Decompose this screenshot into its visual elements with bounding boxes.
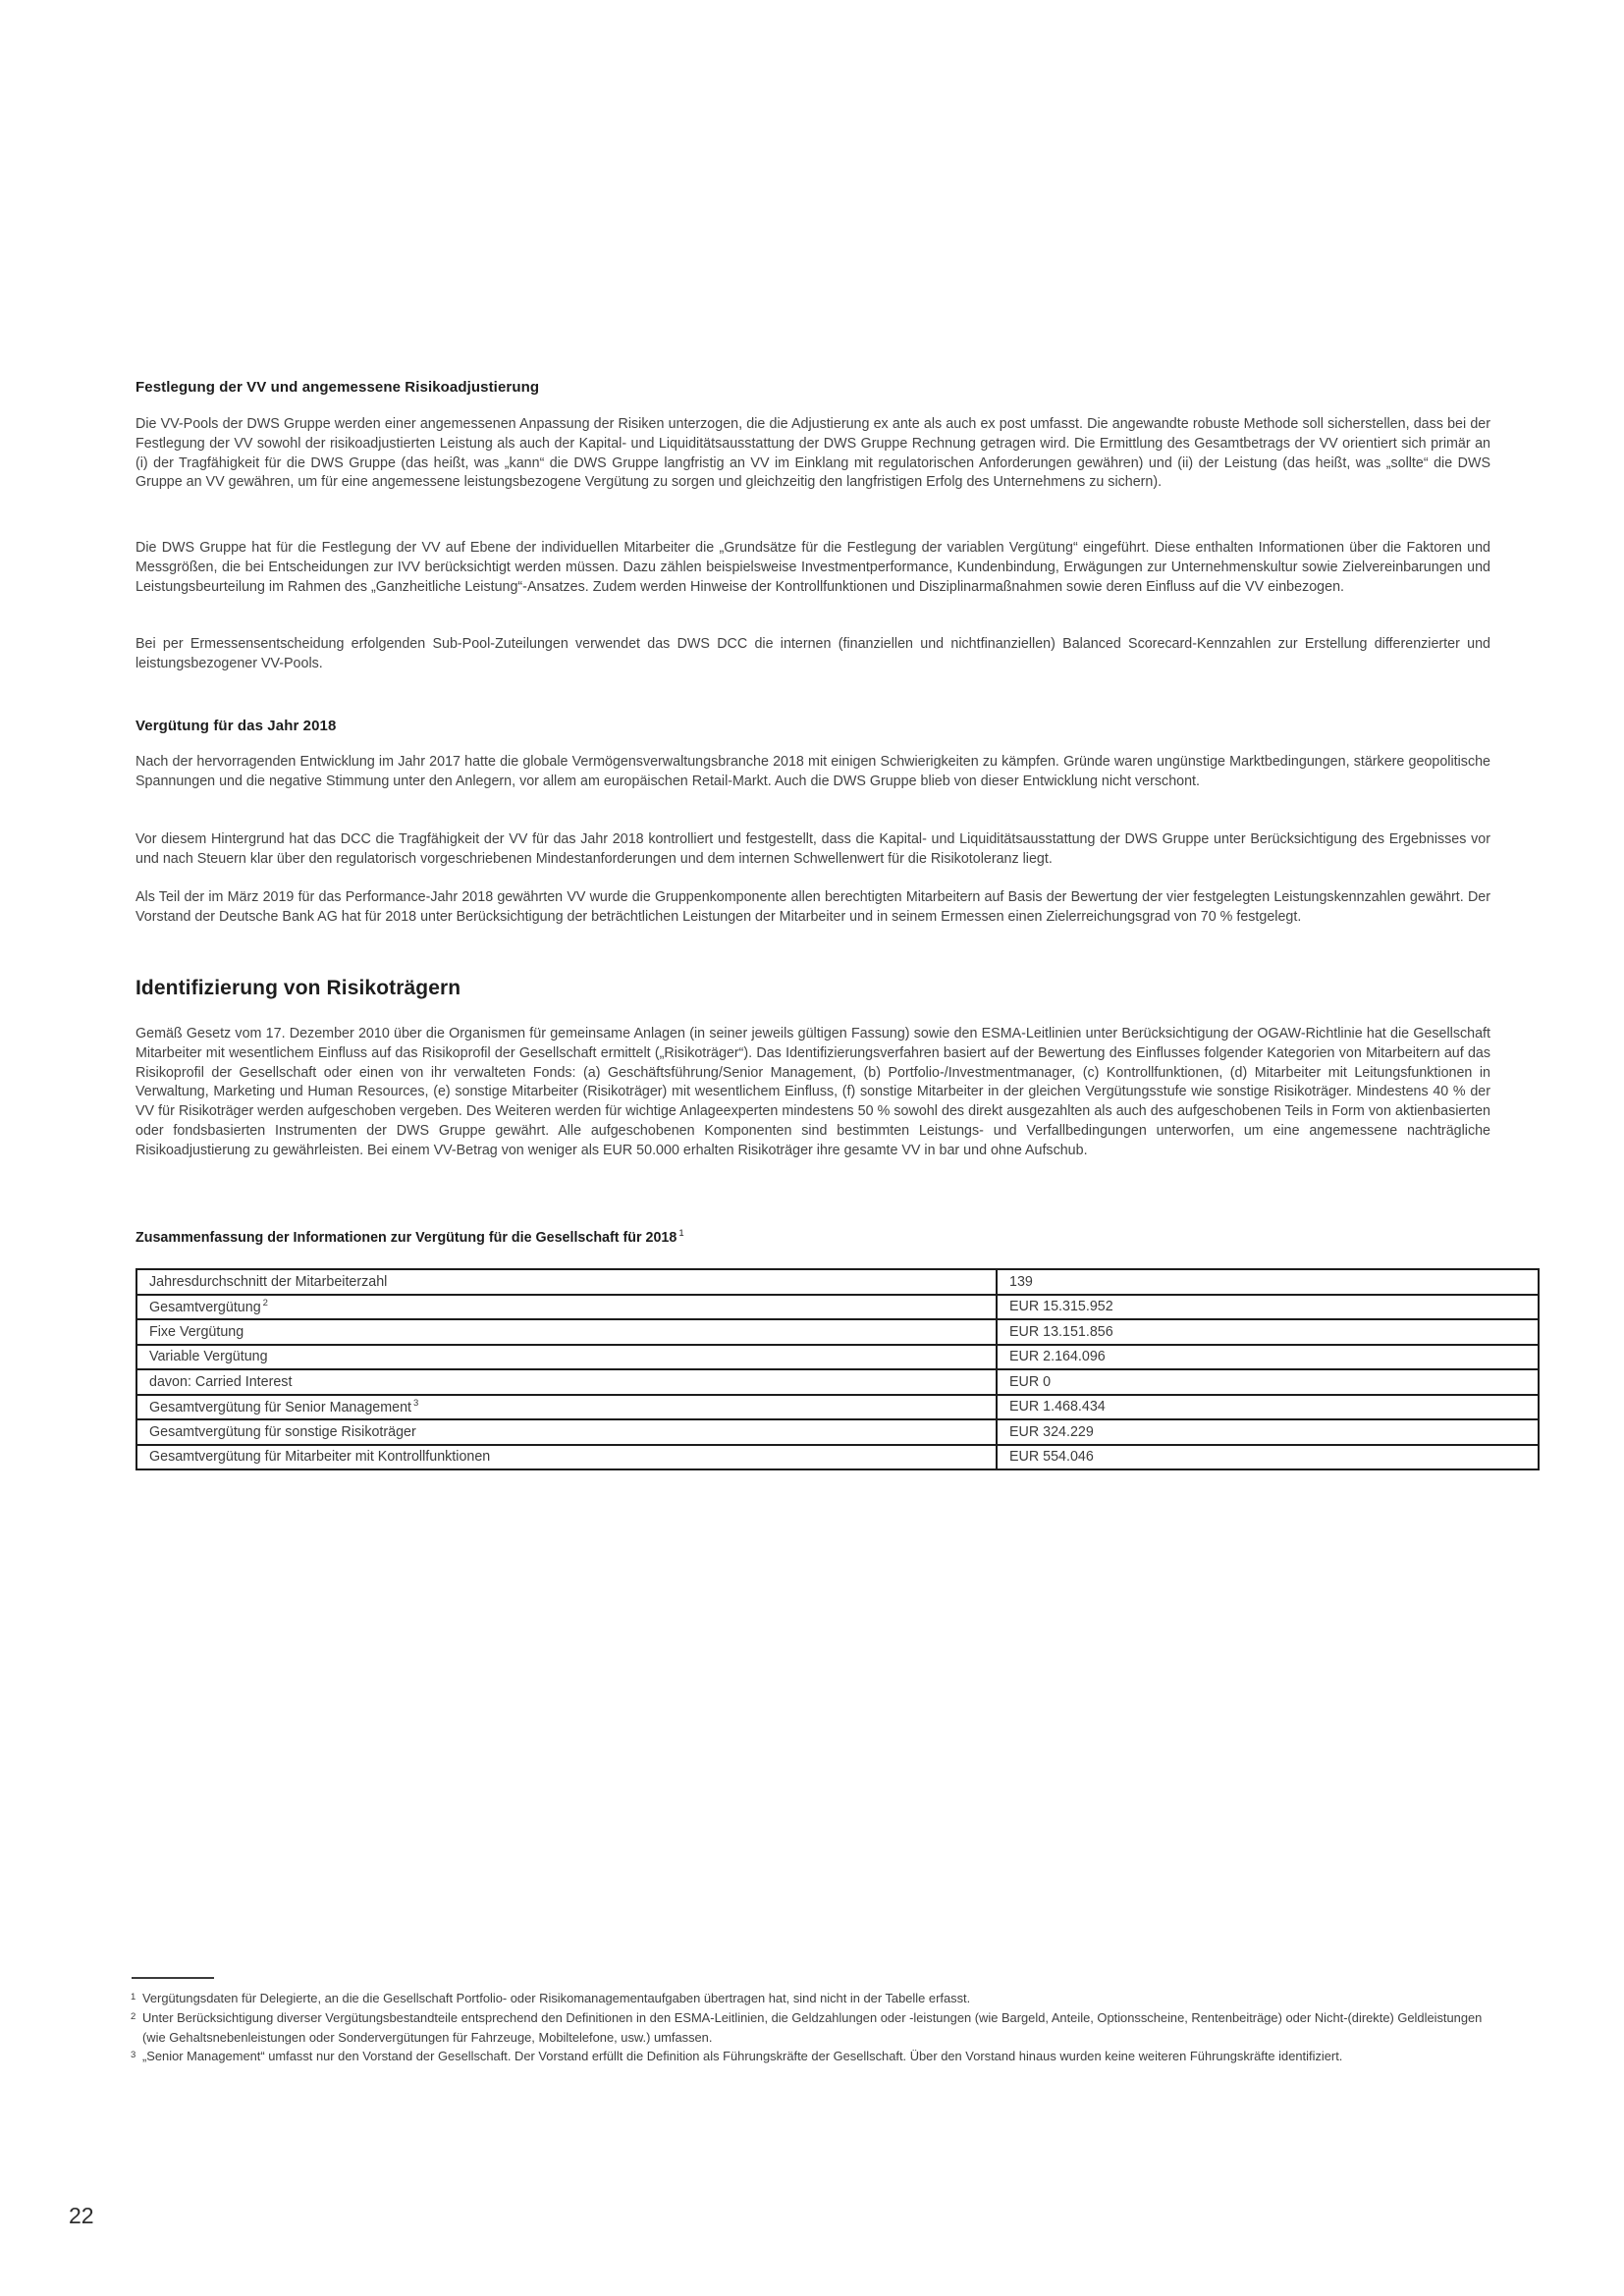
heading-risk-taker-identification: Identifizierung von Risikoträgern xyxy=(135,977,461,999)
paragraph-compensation-1: Nach der hervorragenden Entwicklung im Jahr 2017 hatte die globale Vermögensverwaltungsbranche 2018 mit einigen Schwierigkeiten zu kämpfen. Gründe waren ungünstige Marktbedingungen, stärkere geopolitische Spannungen und die negative Stimmung unter den Anlegern, vor allem am europäischen Retail-Markt. Auch die DWS Gruppe blieb von dieser Entwicklung nicht verschont. xyxy=(135,754,1490,789)
paragraph-risk-adjustment-2: Die DWS Gruppe hat für die Festlegung der VV auf Ebene der individuellen Mitarbeiter die „Grundsätze für die Festlegung der variablen Vergütung“ eingeführt. Diese enthalten Informationen über die Faktoren und Messgrößen, die bei Entscheidungen zur IVV berücksichtigt werden müssen. Dazu zählen beispielsweise Investmentperformance, Kundenbindung, Erwägungen zur Unternehmenskultur sowie Zielvereinbarungen und Leistungsbeurteilung im Rahmen des „Ganzheitliche Leistung“-Ansatzes. Zudem werden Hinweise der Kontrollfunktionen und Disziplinarmaßnahmen sowie deren Einfluss auf die VV einbezogen. xyxy=(135,540,1490,595)
footnote-text: Unter Berücksichtigung diverser Vergütungsbestandteile entsprechend den Definitionen in den ESMA-Leitlinien, die Geldzahlungen oder -leistungen (wie Bargeld, Anteile, Optionsscheine, Rentenbeiträge) oder Nicht-(direkte) Geldleistungen (wie Gehaltsnebenleistungen oder Sondervergütungen für Fahrzeuge, Mobiltelefone, usw.) umfassen. xyxy=(142,2009,1483,2045)
paragraph-compensation-2: Vor diesem Hintergrund hat das DCC die Tragfähigkeit der VV für das Jahr 2018 kontrolliert und festgestellt, dass die Kapital- und Liquiditätsausstattung der DWS Gruppe unter Berücksichtigung des Ergebnisses vor und nach Steuern klar über den regulatorisch vorgeschriebenen Mindestanforderungen und dem internen Schwellenwert für die Risikotoleranz liegt. xyxy=(135,831,1490,867)
table-cell-label xyxy=(136,1319,997,1345)
footnote-text: Vergütungsdaten für Delegierte, an die die Gesellschaft Portfolio- oder Risikomanagementaufgaben übertragen hat, sind nicht in der Tabelle erfasst. xyxy=(142,1991,971,2005)
table-row xyxy=(136,1395,1539,1420)
table-cell-value: EUR 1.468.434 xyxy=(997,1395,1539,1420)
table-cell-label xyxy=(136,1369,997,1395)
row-label-text: Variable Vergütung xyxy=(149,1349,268,1365)
table-cell-label xyxy=(136,1445,997,1470)
table-row xyxy=(136,1345,1539,1370)
table-row xyxy=(136,1295,1539,1320)
footnote-ref: 2 xyxy=(262,1298,268,1309)
row-label-text: Gesamtvergütung xyxy=(149,1300,261,1316)
row-label-text: Gesamtvergütung für Senior Management xyxy=(149,1400,412,1416)
footnote-divider xyxy=(132,1977,214,1979)
footnotes-section xyxy=(131,1977,1490,2066)
heading-risk-adjustment: Festlegung der VV und angemessene Risikoadjustierung xyxy=(135,379,540,396)
table-cell-label xyxy=(136,1419,997,1445)
table-cell-label xyxy=(136,1295,997,1320)
footnote-text: „Senior Management“ umfasst nur den Vorstand der Gesellschaft. Der Vorstand erfüllt die Definition als Führungskräfte der Gesellschaft. Über den Vorstand hinaus wurden keine weiteren Führungskräfte identifiziert. xyxy=(142,2049,1343,2064)
row-label-text: Jahresdurchschnitt der Mitarbeiterzahl xyxy=(149,1273,388,1290)
footnote-marker: 3 xyxy=(131,2050,136,2061)
footnote-2 xyxy=(131,2008,1490,2048)
heading-compensation-2018: Vergütung für das Jahr 2018 xyxy=(135,718,337,734)
table-cell-value: EUR 2.164.096 xyxy=(997,1345,1539,1370)
paragraph-risk-taker-identification: Gemäß Gesetz vom 17. Dezember 2010 über die Organismen für gemeinsame Anlagen (in seiner jeweils gültigen Fassung) sowie den ESMA-Leitlinien unter Berücksichtigung der OGAW-Richtlinie hat die Gesellschaft Mitarbeiter mit wesentlichem Einfluss auf das Risikoprofil der Gesellschaft ermittelt („Risikoträger“). Das Identifizierungsverfahren basiert auf der Bewertung des Einflusses folgender Kategorien von Mitarbeitern auf das Risikoprofil der Gesellschaft oder einen von ihr verwalteten Fonds: (a) Geschäftsführung/Senior Management, (b) Portfolio-/Investmentmanager, (c) Kontrollfunktionen, (d) Mitarbeiter mit Leitungsfunktionen in Verwaltung, Marketing und Human Resources, (e) sonstige Mitarbeiter (Risikoträger) mit wesentlichem Einfluss, (f) sonstige Mitarbeiter in der gleichen Vergütungsstufe wie sonstige Risikoträger. Mindestens 40 % der VV für Risikoträger werden aufgeschoben vergeben. Des Weiteren werden für wichtige Anlageexperten mindestens 50 % sowohl des direkt ausgezahlten als auch des aufgeschobenen Teils in Form von aktienbasierten oder fondsbasierten Instrumenten der DWS Gruppe gewährt. Alle aufgeschobenen Komponenten sind bestimmten Leistungs- und Verfallbedingungen unterworfen, um eine angemessene nachträgliche Risikoadjustierung zu gewährleisten. Bei einem VV-Betrag von weniger als EUR 50.000 erhalten Risikoträger ihre gesamte VV in bar und ohne Aufschub. xyxy=(135,1026,1490,1158)
footnote-marker: 2 xyxy=(131,2010,136,2022)
table-row xyxy=(136,1419,1539,1445)
table-cell-label xyxy=(136,1395,997,1420)
row-label-text: Fixe Vergütung xyxy=(149,1323,244,1340)
table-row xyxy=(136,1269,1539,1295)
paragraph-risk-adjustment-3: Bei per Ermessensentscheidung erfolgenden Sub-Pool-Zuteilungen verwendet das DWS DCC die internen (finanziellen und nichtfinanziellen) Balanced Scorecard-Kennzahlen zur Erstellung differenzierter und leistungsbezogener VV-Pools. xyxy=(135,636,1490,671)
summary-table-title-text: Zusammenfassung der Informationen zur Vergütung für die Gesellschaft für 2018 xyxy=(135,1229,677,1246)
footnote-1 xyxy=(131,1989,1490,2008)
footnote-3 xyxy=(131,2047,1490,2066)
footnote-marker: 1 xyxy=(131,1992,136,2002)
row-label-text: Gesamtvergütung für Mitarbeiter mit Kontrollfunktionen xyxy=(149,1449,491,1466)
table-cell-value: EUR 15.315.952 xyxy=(997,1295,1539,1320)
page-number: 22 xyxy=(69,2203,94,2228)
table-cell-value: EUR 13.151.856 xyxy=(997,1319,1539,1345)
table-row xyxy=(136,1369,1539,1395)
row-label-text: Gesamtvergütung für sonstige Risikoträger xyxy=(149,1423,416,1440)
footnote-ref: 3 xyxy=(413,1398,419,1410)
paragraph-compensation-3: Als Teil der im März 2019 für das Performance-Jahr 2018 gewährten VV wurde die Gruppenkomponente allen berechtigten Mitarbeitern auf Basis der Bewertung der vier festgelegten Leistungskennzahlen gewährt. Der Vorstand der Deutsche Bank AG hat für 2018 unter Berücksichtigung der beträchtlichen Leistungen der Mitarbeiter und in seinem Ermessen einen Zielerreichungsgrad von 70 % festgelegt. xyxy=(135,889,1490,925)
table-cell-label xyxy=(136,1269,997,1295)
table-cell-value: EUR 0 xyxy=(997,1369,1539,1395)
table-cell-label xyxy=(136,1345,997,1370)
summary-table xyxy=(135,1268,1540,1470)
summary-table-title xyxy=(135,1228,1490,1246)
summary-table-title-footnote-ref: 1 xyxy=(678,1228,684,1239)
table-cell-value: EUR 554.046 xyxy=(997,1445,1539,1470)
table-row xyxy=(136,1445,1539,1470)
row-label-text: davon: Carried Interest xyxy=(149,1373,293,1390)
table-row xyxy=(136,1319,1539,1345)
table-cell-value: 139 xyxy=(997,1269,1539,1295)
table-cell-value: EUR 324.229 xyxy=(997,1419,1539,1445)
paragraph-risk-adjustment-1: Die VV-Pools der DWS Gruppe werden einer angemessenen Anpassung der Risiken unterzogen, die die Adjustierung ex ante als auch ex post umfasst. Die angewandte robuste Methode soll sicherstellen, dass bei der Festlegung der VV sowohl der risikoadjustierten Leistung als auch der Kapital- und Liquiditätsausstattung der DWS Gruppe Rechnung getragen wird. Die Ermittlung des Gesamtbetrags der VV orientiert sich primär an (i) der Tragfähigkeit für die DWS Gruppe (das heißt, was „kann“ die DWS Gruppe langfristig an VV im Einklang mit regulatorischen Anforderungen gewähren) und (ii) der Leistung (das heißt, was „sollte“ die DWS Gruppe an VV gewähren, um für eine angemessene leistungsbezogene Vergütung zu sorgen und gleichzeitig den langfristigen Erfolg des Unternehmens zu sichern). xyxy=(135,416,1490,491)
